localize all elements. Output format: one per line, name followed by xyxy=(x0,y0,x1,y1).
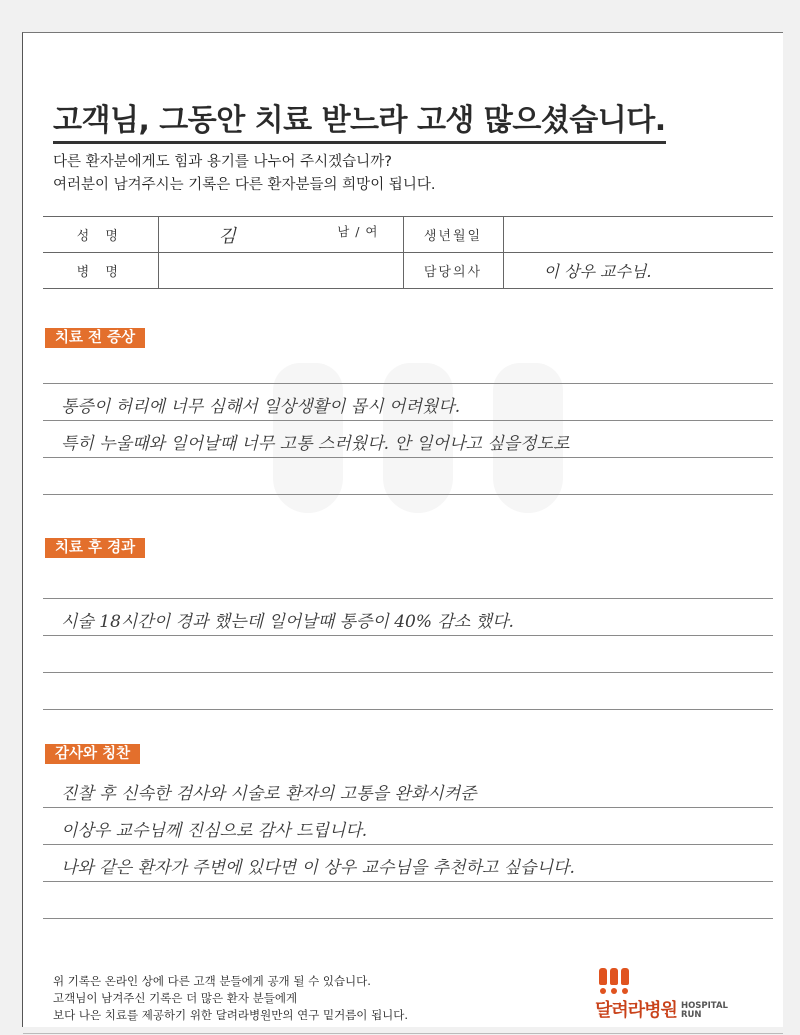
sex-label: 남 / 여 xyxy=(337,223,379,239)
dob-label: 생년월일 xyxy=(403,217,503,253)
info-row-2 xyxy=(43,253,773,289)
writing-line[interactable] xyxy=(43,845,773,882)
footer-notice xyxy=(53,973,408,1024)
writing-line[interactable] xyxy=(43,882,773,919)
handwritten-text: 시술 18시간이 경과 했는데 일어날때 통증이 40% 감소 했다. xyxy=(61,612,514,632)
writing-line[interactable] xyxy=(43,673,773,710)
writing-line[interactable] xyxy=(43,771,773,808)
logo-english-line-2: RUN xyxy=(680,1010,702,1020)
name-value: 김 xyxy=(218,225,236,247)
handwritten-text: 특히 누울때와 일어날때 너무 고통 스러웠다. 안 일어나고 싶을정도로 xyxy=(61,434,570,454)
logo-english-text xyxy=(681,1002,728,1022)
writing-line[interactable] xyxy=(43,808,773,845)
handwritten-text: 이상우 교수님께 진심으로 감사 드립니다. xyxy=(61,821,368,841)
page-title: 고객님, 그동안 치료 받느라 고생 많으셨습니다. xyxy=(53,95,666,144)
intro-text xyxy=(53,151,435,197)
doctor-field[interactable] xyxy=(503,253,773,289)
section-lines-before-treatment xyxy=(43,383,773,495)
section-label-after-treatment: 치료 후 경과 xyxy=(45,538,145,558)
handwritten-text: 나와 같은 환자가 주변에 있다면 이 상우 교수님을 추천하고 싶습니다. xyxy=(61,858,575,878)
dob-field[interactable] xyxy=(503,217,773,253)
section-label-thanks: 감사와 칭찬 xyxy=(45,744,140,764)
hospital-logo xyxy=(595,968,728,1022)
disease-label: 병 명 xyxy=(43,253,158,289)
writing-line[interactable] xyxy=(43,458,773,495)
section-label-before-treatment: 치료 전 증상 xyxy=(45,328,145,348)
info-row-1 xyxy=(43,217,773,253)
logo-korean-text: 달려라병원 xyxy=(595,1000,677,1021)
footer-line-2: 고객님이 남겨주신 기록은 더 많은 환자 분들에게 xyxy=(53,991,298,1005)
writing-line[interactable] xyxy=(43,383,773,421)
intro-line-1: 다른 환자분에게도 힘과 용기를 나누어 주시겠습니까? xyxy=(53,154,392,170)
logo-english-line-1: HOSPITAL xyxy=(680,1001,728,1011)
writing-line[interactable] xyxy=(43,636,773,673)
section-lines-after-treatment xyxy=(43,598,773,710)
handwritten-text: 통증이 허리에 너무 심해서 일상생활이 몹시 어려웠다. xyxy=(61,397,461,417)
intro-line-2: 여러분이 남겨주시는 기록은 다른 환자분들의 희망이 됩니다. xyxy=(53,177,436,193)
footer-line-1: 위 기록은 온라인 상에 다른 고객 분들에게 공개 될 수 있습니다. xyxy=(53,974,371,988)
form-sheet xyxy=(22,32,783,1027)
name-label: 성 명 xyxy=(43,217,158,253)
section-lines-thanks xyxy=(43,771,773,919)
doctor-value: 이 상우 교수님. xyxy=(543,262,652,281)
bottom-divider xyxy=(23,1033,783,1034)
exclamation-marks-icon xyxy=(599,968,728,994)
writing-line[interactable] xyxy=(43,421,773,458)
name-field[interactable] xyxy=(158,217,403,253)
disease-field[interactable] xyxy=(158,253,403,289)
footer-line-3: 보다 나은 치료를 제공하기 위한 달려라병원만의 연구 밑거름이 됩니다. xyxy=(53,1008,409,1022)
writing-line[interactable] xyxy=(43,598,773,636)
patient-info-table xyxy=(43,216,773,289)
doctor-label: 담당의사 xyxy=(403,253,503,289)
handwritten-text: 진찰 후 신속한 검사와 시술로 환자의 고통을 완화시켜준 xyxy=(61,784,477,804)
